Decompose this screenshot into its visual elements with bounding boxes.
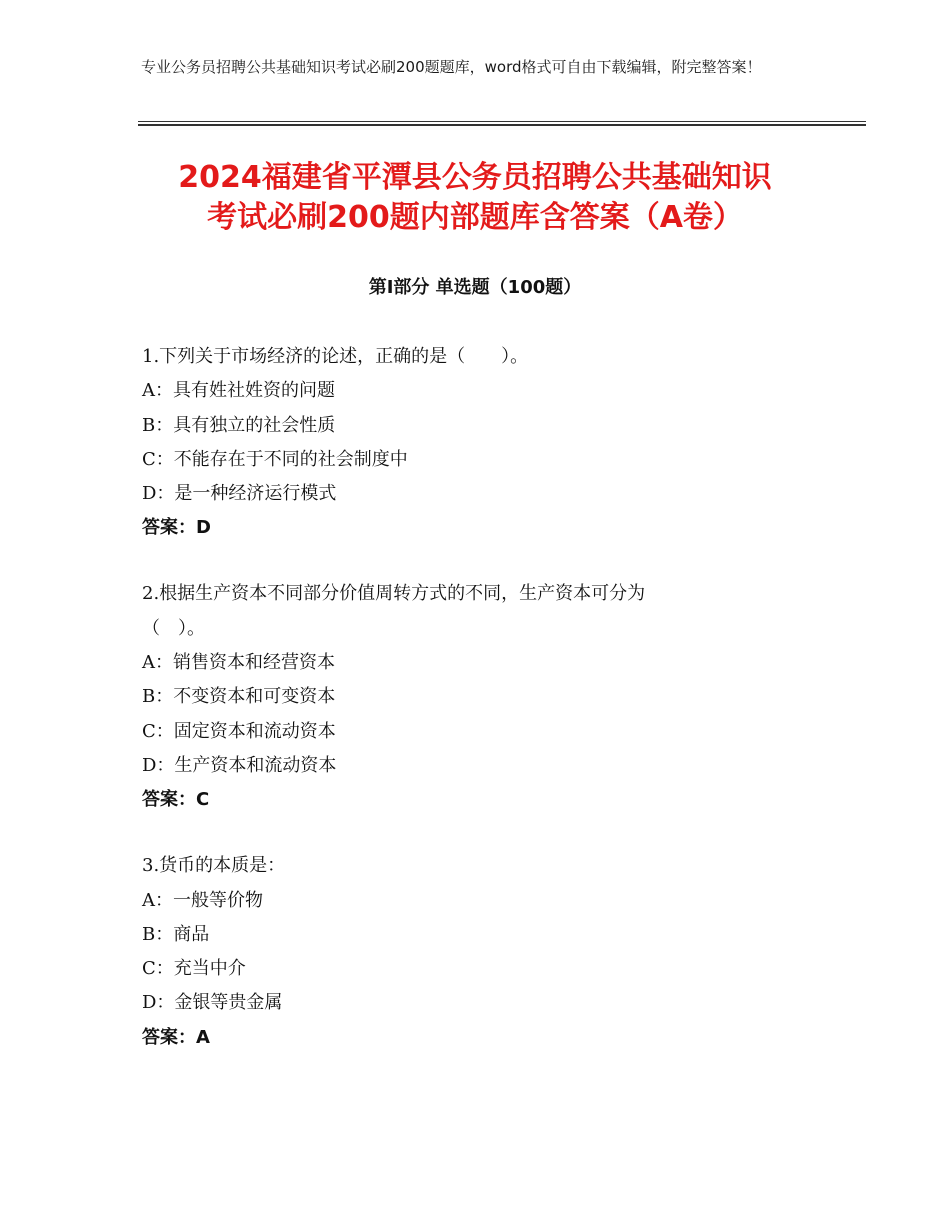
option-c: C：充当中介 [142, 958, 246, 980]
question-1 [142, 340, 822, 545]
question-stem: 1.下列关于市场经济的论述，正确的是（ ）。 [142, 346, 529, 367]
answer: 答案：D [142, 517, 211, 539]
header-note: 专业公务员招聘公共基础知识考试必刷200题题库，word格式可自由下载编辑，附完整答案！ [141, 58, 762, 76]
header-divider [138, 121, 866, 122]
answer: 答案：A [142, 1026, 210, 1048]
option-b: B：商品 [142, 923, 210, 945]
option-c: C：固定资本和流动资本 [142, 720, 336, 742]
question-list [142, 340, 822, 1087]
option-d: D：生产资本和流动资本 [142, 754, 337, 776]
answer: 答案：C [142, 789, 210, 811]
document-title-line-2: 考试必刷200题内部题库含答案（A卷） [207, 200, 743, 235]
document-title-line-1: 2024福建省平潭县公务员招聘公共基础知识 [178, 160, 772, 195]
option-d: D：金银等贵金属 [142, 992, 283, 1014]
option-b: B：不变资本和可变资本 [142, 686, 336, 708]
option-b: B：具有独立的社会性质 [142, 414, 336, 436]
option-d: D：是一种经济运行模式 [142, 483, 337, 505]
option-a: A：一般等价物 [142, 889, 263, 911]
section-title: 第Ⅰ部分 单选题（100题） [368, 277, 582, 298]
header-divider-thick [138, 124, 866, 126]
option-a: A：具有姓社姓资的问题 [142, 380, 335, 402]
option-a: A：销售资本和经营资本 [142, 652, 335, 674]
question-stem: 3.货币的本质是： [142, 855, 286, 877]
question-3 [142, 849, 822, 1054]
option-c: C：不能存在于不同的社会制度中 [142, 448, 408, 470]
question-stem: 2.根据生产资本不同部分价值周转方式的不同，生产资本可分为 [142, 583, 646, 605]
document-title [100, 158, 850, 238]
question-2 [142, 577, 822, 817]
question-stem-continued: （ ）。 [142, 617, 205, 639]
